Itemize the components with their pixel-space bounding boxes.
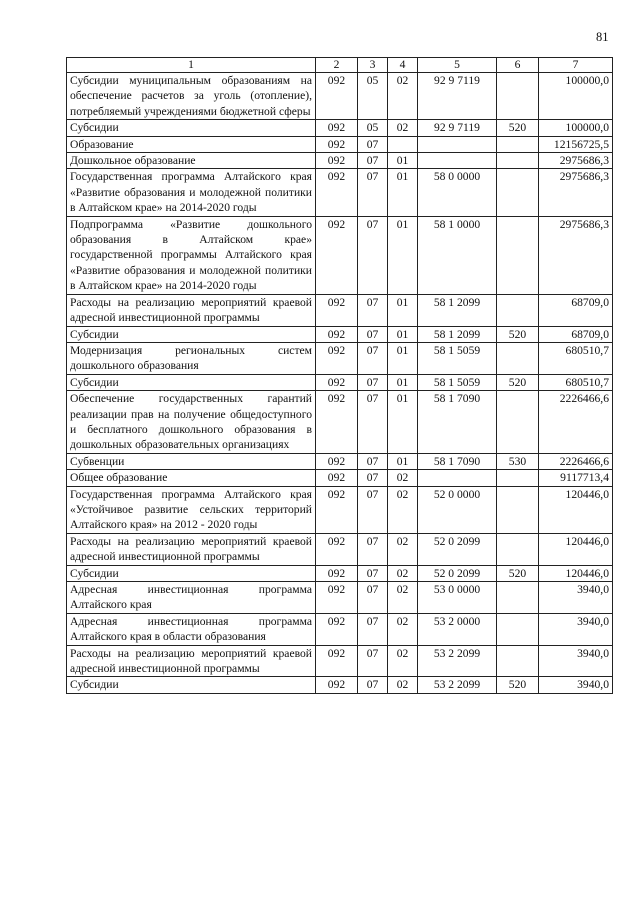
row-name-cell: Подпрограмма «Развитие дошкольного образования в Алтайском крае» государственной программы Алтайского края «Развитие образования и молодежной политики в Алтайском крае» на 2014-2020 годы bbox=[67, 216, 316, 294]
table-row bbox=[67, 342, 613, 374]
table-row bbox=[67, 120, 613, 136]
admin-code-cell: 092 bbox=[316, 486, 358, 533]
section-code-cell: 07 bbox=[358, 374, 388, 390]
table-row bbox=[67, 613, 613, 645]
table-row bbox=[67, 326, 613, 342]
section-code-cell: 07 bbox=[358, 136, 388, 152]
amount-cell: 120446,0 bbox=[539, 486, 613, 533]
table-row bbox=[67, 153, 613, 169]
admin-code-cell: 092 bbox=[316, 374, 358, 390]
target-article-cell bbox=[418, 470, 497, 486]
column-header: 5 bbox=[418, 58, 497, 73]
subsection-code-cell: 02 bbox=[388, 677, 418, 693]
row-name-cell: Субсидии муниципальным образованиям на обеспечение расчетов за уголь (отопление), потребляемый учреждениями бюджетной сферы bbox=[67, 73, 316, 120]
expense-type-cell: 520 bbox=[497, 565, 539, 581]
amount-cell: 12156725,5 bbox=[539, 136, 613, 152]
amount-cell: 100000,0 bbox=[539, 120, 613, 136]
row-name-cell: Общее образование bbox=[67, 470, 316, 486]
expense-type-cell bbox=[497, 533, 539, 565]
row-name-cell: Субсидии bbox=[67, 565, 316, 581]
column-header: 7 bbox=[539, 58, 613, 73]
subsection-code-cell: 02 bbox=[388, 582, 418, 614]
section-code-cell: 07 bbox=[358, 153, 388, 169]
target-article-cell: 58 1 5059 bbox=[418, 374, 497, 390]
amount-cell: 2226466,6 bbox=[539, 391, 613, 454]
expense-type-cell: 530 bbox=[497, 453, 539, 469]
amount-cell: 3940,0 bbox=[539, 582, 613, 614]
expense-type-cell bbox=[497, 294, 539, 326]
section-code-cell: 07 bbox=[358, 216, 388, 294]
expense-type-cell bbox=[497, 486, 539, 533]
table-row bbox=[67, 470, 613, 486]
admin-code-cell: 092 bbox=[316, 169, 358, 216]
subsection-code-cell: 01 bbox=[388, 216, 418, 294]
expense-type-cell bbox=[497, 136, 539, 152]
row-name-cell: Обеспечение государственных гарантий реализации прав на получение общедоступного и бесплатного дошкольного образования в дошкольных образовательных организациях bbox=[67, 391, 316, 454]
target-article-cell: 58 1 2099 bbox=[418, 294, 497, 326]
admin-code-cell: 092 bbox=[316, 391, 358, 454]
target-article-cell: 58 0 0000 bbox=[418, 169, 497, 216]
section-code-cell: 07 bbox=[358, 169, 388, 216]
target-article-cell: 52 0 2099 bbox=[418, 565, 497, 581]
section-code-cell: 07 bbox=[358, 294, 388, 326]
target-article-cell: 52 0 0000 bbox=[418, 486, 497, 533]
row-name-cell: Государственная программа Алтайского края «Устойчивое развитие сельских территорий Алтайского края» на 2012 - 2020 годы bbox=[67, 486, 316, 533]
expense-type-cell bbox=[497, 613, 539, 645]
admin-code-cell: 092 bbox=[316, 613, 358, 645]
section-code-cell: 05 bbox=[358, 73, 388, 120]
target-article-cell bbox=[418, 136, 497, 152]
row-name-cell: Расходы на реализацию мероприятий краевой адресной инвестиционной программы bbox=[67, 645, 316, 677]
target-article-cell: 92 9 7119 bbox=[418, 73, 497, 120]
subsection-code-cell: 02 bbox=[388, 120, 418, 136]
amount-cell: 2226466,6 bbox=[539, 453, 613, 469]
subsection-code-cell: 01 bbox=[388, 453, 418, 469]
table-row bbox=[67, 73, 613, 120]
subsection-code-cell: 02 bbox=[388, 645, 418, 677]
amount-cell: 2975686,3 bbox=[539, 216, 613, 294]
admin-code-cell: 092 bbox=[316, 565, 358, 581]
row-name-cell: Субсидии bbox=[67, 326, 316, 342]
row-name-cell: Субсидии bbox=[67, 677, 316, 693]
expense-type-cell bbox=[497, 73, 539, 120]
column-header: 1 bbox=[67, 58, 316, 73]
admin-code-cell: 092 bbox=[316, 153, 358, 169]
amount-cell: 3940,0 bbox=[539, 677, 613, 693]
subsection-code-cell: 01 bbox=[388, 169, 418, 216]
admin-code-cell: 092 bbox=[316, 645, 358, 677]
target-article-cell: 58 1 0000 bbox=[418, 216, 497, 294]
admin-code-cell: 092 bbox=[316, 677, 358, 693]
subsection-code-cell: 02 bbox=[388, 565, 418, 581]
subsection-code-cell: 02 bbox=[388, 486, 418, 533]
table-row bbox=[67, 486, 613, 533]
section-code-cell: 07 bbox=[358, 533, 388, 565]
table-row bbox=[67, 169, 613, 216]
table-row bbox=[67, 582, 613, 614]
expense-type-cell bbox=[497, 470, 539, 486]
admin-code-cell: 092 bbox=[316, 470, 358, 486]
amount-cell: 120446,0 bbox=[539, 533, 613, 565]
expense-type-cell: 520 bbox=[497, 326, 539, 342]
section-code-cell: 07 bbox=[358, 613, 388, 645]
amount-cell: 120446,0 bbox=[539, 565, 613, 581]
row-name-cell: Образование bbox=[67, 136, 316, 152]
table-row bbox=[67, 294, 613, 326]
budget-table bbox=[66, 57, 613, 694]
row-name-cell: Государственная программа Алтайского края «Развитие образования и молодежной политики в Алтайском крае» на 2014-2020 годы bbox=[67, 169, 316, 216]
target-article-cell bbox=[418, 153, 497, 169]
table-row bbox=[67, 216, 613, 294]
row-name-cell: Дошкольное образование bbox=[67, 153, 316, 169]
admin-code-cell: 092 bbox=[316, 533, 358, 565]
table-row bbox=[67, 453, 613, 469]
column-header: 2 bbox=[316, 58, 358, 73]
amount-cell: 9117713,4 bbox=[539, 470, 613, 486]
expense-type-cell: 520 bbox=[497, 374, 539, 390]
table-row bbox=[67, 391, 613, 454]
section-code-cell: 07 bbox=[358, 470, 388, 486]
row-name-cell: Субвенции bbox=[67, 453, 316, 469]
column-header: 3 bbox=[358, 58, 388, 73]
admin-code-cell: 092 bbox=[316, 326, 358, 342]
amount-cell: 100000,0 bbox=[539, 73, 613, 120]
target-article-cell: 58 1 2099 bbox=[418, 326, 497, 342]
target-article-cell: 92 9 7119 bbox=[418, 120, 497, 136]
subsection-code-cell: 01 bbox=[388, 342, 418, 374]
admin-code-cell: 092 bbox=[316, 582, 358, 614]
section-code-cell: 07 bbox=[358, 645, 388, 677]
row-name-cell: Расходы на реализацию мероприятий краевой адресной инвестиционной программы bbox=[67, 533, 316, 565]
section-code-cell: 07 bbox=[358, 391, 388, 454]
amount-cell: 2975686,3 bbox=[539, 169, 613, 216]
admin-code-cell: 092 bbox=[316, 73, 358, 120]
subsection-code-cell: 01 bbox=[388, 153, 418, 169]
target-article-cell: 52 0 2099 bbox=[418, 533, 497, 565]
amount-cell: 2975686,3 bbox=[539, 153, 613, 169]
section-code-cell: 07 bbox=[358, 342, 388, 374]
expense-type-cell bbox=[497, 645, 539, 677]
admin-code-cell: 092 bbox=[316, 342, 358, 374]
subsection-code-cell: 02 bbox=[388, 533, 418, 565]
table-header-row bbox=[67, 58, 613, 73]
row-name-cell: Субсидии bbox=[67, 374, 316, 390]
row-name-cell: Адресная инвестиционная программа Алтайского края в области образования bbox=[67, 613, 316, 645]
section-code-cell: 07 bbox=[358, 486, 388, 533]
subsection-code-cell: 01 bbox=[388, 391, 418, 454]
target-article-cell: 53 2 2099 bbox=[418, 677, 497, 693]
section-code-cell: 07 bbox=[358, 565, 388, 581]
section-code-cell: 07 bbox=[358, 582, 388, 614]
row-name-cell: Субсидии bbox=[67, 120, 316, 136]
expense-type-cell bbox=[497, 169, 539, 216]
expense-type-cell bbox=[497, 216, 539, 294]
admin-code-cell: 092 bbox=[316, 136, 358, 152]
target-article-cell: 53 0 0000 bbox=[418, 582, 497, 614]
table-row bbox=[67, 136, 613, 152]
section-code-cell: 07 bbox=[358, 453, 388, 469]
row-name-cell: Модернизация региональных систем дошкольного образования bbox=[67, 342, 316, 374]
amount-cell: 680510,7 bbox=[539, 374, 613, 390]
admin-code-cell: 092 bbox=[316, 453, 358, 469]
row-name-cell: Расходы на реализацию мероприятий краевой адресной инвестиционной программы bbox=[67, 294, 316, 326]
section-code-cell: 07 bbox=[358, 677, 388, 693]
target-article-cell: 58 1 7090 bbox=[418, 391, 497, 454]
section-code-cell: 07 bbox=[358, 326, 388, 342]
admin-code-cell: 092 bbox=[316, 216, 358, 294]
table-row bbox=[67, 645, 613, 677]
section-code-cell: 05 bbox=[358, 120, 388, 136]
page-number: 81 bbox=[596, 30, 609, 44]
subsection-code-cell: 01 bbox=[388, 326, 418, 342]
subsection-code-cell bbox=[388, 136, 418, 152]
table-row bbox=[67, 374, 613, 390]
amount-cell: 68709,0 bbox=[539, 326, 613, 342]
amount-cell: 3940,0 bbox=[539, 645, 613, 677]
subsection-code-cell: 02 bbox=[388, 73, 418, 120]
target-article-cell: 58 1 5059 bbox=[418, 342, 497, 374]
table-row bbox=[67, 565, 613, 581]
subsection-code-cell: 02 bbox=[388, 613, 418, 645]
subsection-code-cell: 02 bbox=[388, 470, 418, 486]
table-row bbox=[67, 533, 613, 565]
row-name-cell: Адресная инвестиционная программа Алтайского края bbox=[67, 582, 316, 614]
subsection-code-cell: 01 bbox=[388, 294, 418, 326]
admin-code-cell: 092 bbox=[316, 294, 358, 326]
column-header: 4 bbox=[388, 58, 418, 73]
expense-type-cell bbox=[497, 342, 539, 374]
subsection-code-cell: 01 bbox=[388, 374, 418, 390]
target-article-cell: 58 1 7090 bbox=[418, 453, 497, 469]
amount-cell: 680510,7 bbox=[539, 342, 613, 374]
expense-type-cell: 520 bbox=[497, 120, 539, 136]
admin-code-cell: 092 bbox=[316, 120, 358, 136]
expense-type-cell bbox=[497, 582, 539, 614]
expense-type-cell: 520 bbox=[497, 677, 539, 693]
amount-cell: 3940,0 bbox=[539, 613, 613, 645]
target-article-cell: 53 2 2099 bbox=[418, 645, 497, 677]
expense-type-cell bbox=[497, 391, 539, 454]
target-article-cell: 53 2 0000 bbox=[418, 613, 497, 645]
amount-cell: 68709,0 bbox=[539, 294, 613, 326]
table-row bbox=[67, 677, 613, 693]
column-header: 6 bbox=[497, 58, 539, 73]
expense-type-cell bbox=[497, 153, 539, 169]
